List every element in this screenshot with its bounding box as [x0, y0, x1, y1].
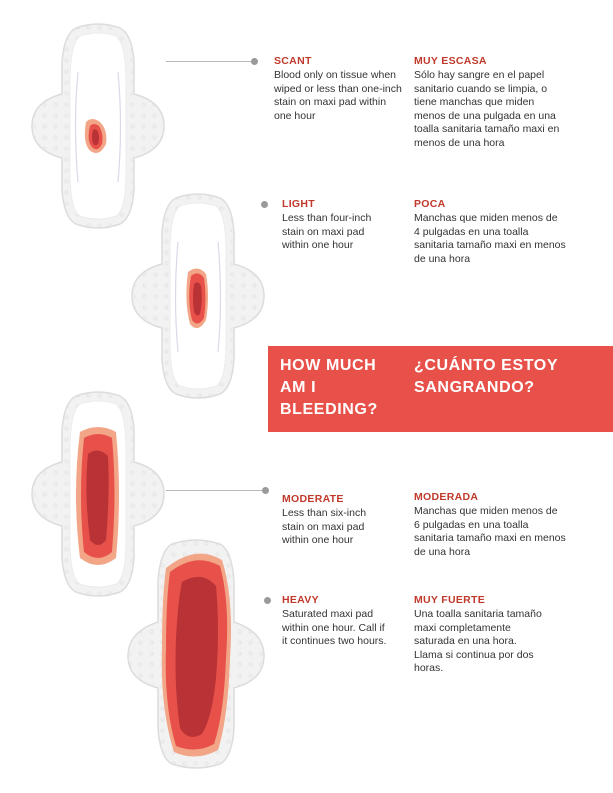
heavy-entry-es [414, 594, 542, 676]
light-heading-en: LIGHT [282, 198, 315, 210]
scant-description-es: Sólo hay sangre en el papel sanitario cuando se limpia, o tiene manchas que miden menos de una pulgada en una toalla sanitaria tamaño maxi en menos de una hora [414, 69, 560, 149]
banner-title-en: HOW MUCH AM I BLEEDING? [280, 357, 378, 418]
scant-entry-es [414, 55, 566, 150]
pad-light-illustration [128, 192, 268, 400]
moderate-entry-en [282, 493, 386, 548]
title-banner [268, 346, 613, 432]
moderate-description-es: Manchas que miden menos de 6 pulgadas en una toalla sanitaria tamaño maxi en menos de una hora [414, 505, 566, 558]
moderate-leader-dot [262, 487, 269, 494]
pad-heavy-illustration [124, 538, 268, 770]
scant-description-en: Blood only on tissue when wiped or less than one-inch stain on maxi pad within one hour [274, 69, 402, 122]
moderate-heading-en: MODERATE [282, 493, 344, 505]
light-leader-dot [261, 201, 268, 208]
moderate-description-en: Less than six-inch stain on maxi pad within one hour [282, 507, 367, 546]
light-entry-en [282, 198, 386, 253]
light-heading-es: POCA [414, 198, 446, 210]
heavy-description-es: Una toalla sanitaria tamaño maxi completamente saturada en una hora. Llama si continua por dos horas. [414, 608, 542, 674]
moderate-heading-es: MODERADA [414, 491, 479, 503]
light-description-en: Less than four-inch stain on maxi pad within one hour [282, 212, 372, 251]
moderate-leader-line [166, 490, 263, 491]
banner-title-es: ¿CUÁNTO ESTOY SANGRANDO? [414, 357, 559, 396]
scant-heading-en: SCANT [274, 55, 312, 67]
light-entry-es [414, 198, 566, 266]
scant-leader-dot [251, 58, 258, 65]
scant-heading-es: MUY ESCASA [414, 55, 487, 67]
scant-entry-en [274, 55, 402, 123]
moderate-entry-es [414, 491, 566, 559]
heavy-entry-en [282, 594, 388, 649]
heavy-leader-dot [264, 597, 271, 604]
light-description-es: Manchas que miden menos de 4 pulgadas en una toalla sanitaria tamaño maxi en menos de una hora [414, 212, 566, 265]
heavy-heading-es: MUY FUERTE [414, 594, 486, 606]
scant-leader-line [166, 61, 252, 62]
heavy-heading-en: HEAVY [282, 594, 319, 606]
heavy-description-en: Saturated maxi pad within one hour. Call if it continues two hours. [282, 608, 387, 647]
